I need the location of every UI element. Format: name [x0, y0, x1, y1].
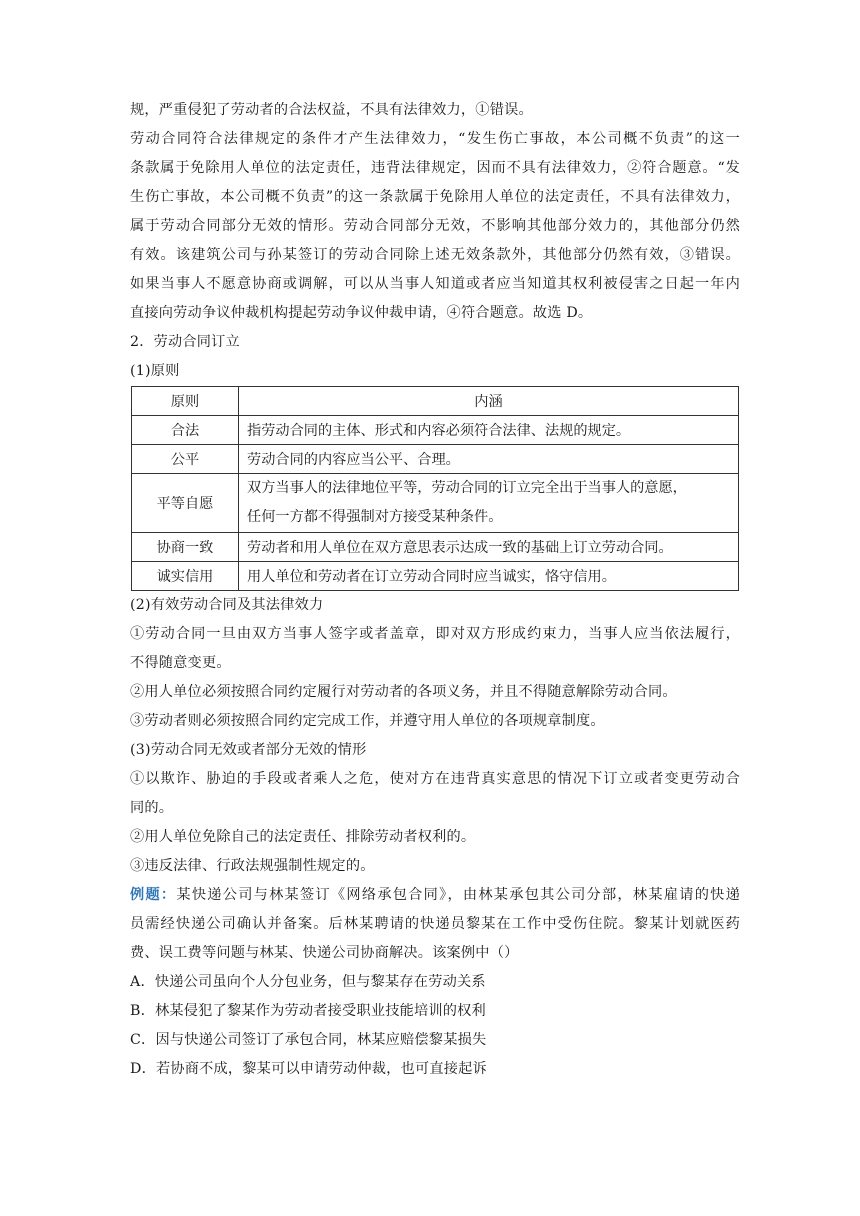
- subsection-heading: (3)劳动合同无效或者部分无效的情形: [130, 742, 367, 758]
- table-row: [132, 562, 739, 591]
- table-header-row: [132, 387, 739, 416]
- meaning-cell: 劳动者和用人单位在双方意思表示达成一致的基础上订立劳动合同。: [239, 533, 739, 562]
- text-line: ①以欺诈、胁迫的手段或者乘人之危，使对方在违背真实意思的情况下订立或者变更劳动合: [130, 771, 740, 787]
- text-line: 同的。: [130, 800, 174, 816]
- text-line: 有效。该建筑公司与孙某签订的劳动合同除上述无效条款外，其他部分仍然有效，③错误。: [130, 247, 740, 263]
- text-line: 员需经快递公司确认并备案。后林某聘请的快递员黎某在工作中受伤住院。黎某计划就医药: [130, 916, 740, 932]
- text-line: ③劳动者则必须按照合同约定完成工作，并遵守用人单位的各项规章制度。: [130, 713, 605, 729]
- table-row: [132, 474, 739, 533]
- example-question: [130, 881, 740, 1084]
- meaning-cell: 用人单位和劳动者在订立劳动合同时应当诚实，恪守信用。: [239, 562, 739, 591]
- text-line: ①劳动合同一旦由双方当事人签字或者盖章，即对双方形成约束力，当事人应当依法履行，: [130, 626, 740, 642]
- subsection-heading: (1)原则: [130, 363, 180, 379]
- text-line: 条款属于免除用人单位的法定责任，违背法律规定，因而不具有法律效力，②符合题意。“发: [130, 160, 740, 176]
- text-line: ②用人单位免除自己的法定责任、排除劳动者权利的。: [130, 829, 476, 845]
- principle-cell: 合法: [132, 416, 239, 445]
- principle-cell: 协商一致: [132, 533, 239, 562]
- text-line: ②用人单位必须按照合同约定履行对劳动者的各项义务，并且不得随意解除劳动合同。: [130, 684, 677, 700]
- text-line: 规，严重侵犯了劳动者的合法权益，不具有法律效力，①错误。: [130, 102, 533, 118]
- principles-table: [131, 386, 739, 591]
- meaning-cell: 劳动合同的内容应当公平、合理。: [239, 445, 739, 474]
- section-heading: 2．劳动合同订立: [130, 334, 240, 350]
- example-label: 例题：: [130, 887, 177, 903]
- table-row: [132, 533, 739, 562]
- text-line: 费、误工费等问题与林某、快递公司协商解决。该案例中（）: [130, 945, 519, 961]
- meaning-cell: [239, 474, 739, 533]
- subsection-heading: (2)有效劳动合同及其法律效力: [130, 597, 324, 613]
- option-b: B．林某侵犯了黎某作为劳动者接受职业技能培训的权利: [130, 1003, 486, 1019]
- table-row: [132, 416, 739, 445]
- text-line: 劳动合同符合法律规定的条件才产生法律效力，“发生伤亡事故，本公司概不负责”的这一: [130, 131, 740, 147]
- text-line: 直接向劳动争议仲裁机构提起劳动争议仲裁申请，④符合题意。故选 D。: [130, 305, 593, 321]
- option-a: A．快递公司虽向个人分包业务，但与黎某存在劳动关系: [130, 974, 486, 990]
- text-line: ③违反法律、行政法规强制性规定的。: [130, 858, 375, 874]
- text-line: 生伤亡事故，本公司概不负责”的这一条款属于免除用人单位的法定责任，不具有法律效力，: [130, 189, 740, 205]
- meaning-cell: 指劳动合同的主体、形式和内容必须符合法律、法规的规定。: [239, 416, 739, 445]
- example-first-line: [130, 881, 740, 910]
- principle-cell: 诚实信用: [132, 562, 239, 591]
- option-d: D．若协商不成，黎某可以申请劳动仲裁，也可直接起诉: [130, 1061, 487, 1077]
- meaning-line: 任何一方都不得强制对方接受某种条件。: [247, 509, 503, 525]
- text-line: 属于劳动合同部分无效的情形。劳动合同部分无效，不影响其他部分效力的，其他部分仍然: [130, 218, 740, 234]
- example-text: 某快递公司与林某签订《网络承包合同》，由林某承包其公司分部，林某雇请的快递: [176, 887, 740, 903]
- principle-cell: 平等自愿: [132, 474, 239, 533]
- answer-explanation: [130, 96, 740, 328]
- meaning-line: 双方当事人的法律地位平等，劳动合同的订立完全出于当事人的意愿，: [247, 480, 687, 496]
- table-row: [132, 445, 739, 474]
- text-line: 不得随意变更。: [130, 655, 231, 671]
- principle-cell: 公平: [132, 445, 239, 474]
- document-page: [130, 96, 740, 1084]
- table-header-cell: 原则: [132, 387, 239, 416]
- table-header-cell: 内涵: [239, 387, 739, 416]
- text-line: 如果当事人不愿意协商或调解，可以从当事人知道或者应当知道其权利被侵害之日起一年内: [130, 276, 740, 292]
- option-c: C．因与快递公司签订了承包合同，林某应赔偿黎某损失: [130, 1032, 487, 1048]
